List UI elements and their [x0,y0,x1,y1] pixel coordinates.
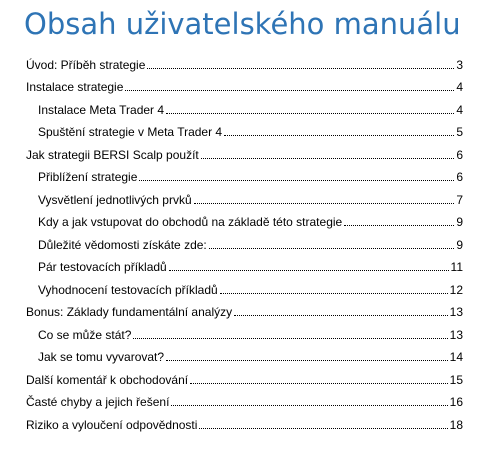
toc-entry[interactable] [0,75,499,98]
toc-entry-label: Vyhodnocení testovacích příkladů [38,282,218,297]
toc-leader-dots [344,225,454,226]
toc-leader-dots [199,428,447,429]
toc-entry[interactable] [0,277,499,300]
toc-leader-dots [169,270,449,271]
toc-entry-label: Jak strategii BERSI Scalp použít [26,147,199,162]
toc-entry-label: Pár testovacích příkladů [38,260,167,274]
toc-entry-page: 13 [449,327,463,342]
toc-entry-page: 9 [456,237,463,252]
toc-entry-page: 5 [456,125,463,139]
toc-entry[interactable] [0,165,499,188]
toc-entry-label: Riziko a vyloučení odpovědnosti [26,417,198,432]
toc-leader-dots [220,293,448,294]
toc-entry-label: Úvod: Příběh strategie [26,57,146,72]
toc-leader-dots [209,248,455,249]
toc-entry-page: 14 [449,350,463,364]
toc-leader-dots [133,338,447,339]
toc-leader-dots [224,135,454,136]
toc-entry[interactable] [0,210,499,233]
toc-entry-page: 12 [449,282,463,297]
toc-entry-page: 3 [456,57,463,72]
toc-entry-page: 4 [456,80,463,94]
toc-leader-dots [166,360,448,361]
toc-entry[interactable] [0,322,499,345]
toc-entry-label: Spuštění strategie v Meta Trader 4 [38,125,223,139]
toc-entry-label: Kdy a jak vstupovat do obchodů na základě této strategie [38,215,343,229]
toc-leader-dots [147,68,454,69]
toc-entry-label: Instalace strategie [26,80,124,94]
toc-leader-dots [234,315,448,316]
toc-entry-page: 18 [449,417,463,432]
toc-entry-label: Bonus: Základy fundamentální analýzy [26,305,233,319]
toc-title: Obsah uživatelského manuálu [24,7,461,41]
toc-entry-label: Vysvětlení jednotlivých prvků [38,192,192,207]
toc-leader-dots [194,203,455,204]
toc-entry-page: 13 [449,305,463,319]
toc-entry[interactable] [0,300,499,323]
toc-entry[interactable] [0,367,499,390]
toc-leader-dots [166,113,454,114]
toc-entry[interactable] [0,412,499,435]
toc-entry[interactable] [0,232,499,255]
toc-entry-label: Co se může stát? [38,327,132,342]
toc-leader-dots [171,405,447,406]
toc-entry-page: 11 [450,260,463,274]
toc-entry-label: Další komentář k obchodování [26,372,189,387]
toc-list [0,52,499,435]
toc-entry[interactable] [0,345,499,368]
toc-entry-page: 7 [456,192,463,207]
toc-entry-page: 6 [456,147,463,162]
toc-entry[interactable] [0,390,499,413]
toc-entry-label: Časté chyby a jejich řešení [26,395,170,409]
toc-entry-page: 9 [456,215,463,229]
toc-entry[interactable] [0,52,499,75]
toc-entry[interactable] [0,255,499,278]
toc-leader-dots [190,383,448,384]
toc-entry-label: Přiblížení strategie [38,170,138,184]
toc-entry[interactable] [0,187,499,210]
toc-entry-label: Důležité vědomosti získáte zde: [38,237,207,252]
toc-entry[interactable] [0,120,499,143]
toc-entry-page: 16 [449,395,463,409]
toc-entry-page: 6 [456,170,463,184]
toc-leader-dots [201,158,455,159]
toc-entry[interactable] [0,142,499,165]
toc-entry-label: Jak se tomu vyvarovat? [38,350,165,364]
toc-entry-page: 4 [456,102,463,117]
toc-entry-label: Instalace Meta Trader 4 [38,102,165,117]
toc-entry[interactable] [0,97,499,120]
toc-leader-dots [139,180,454,181]
toc-entry-page: 15 [449,372,463,387]
toc-leader-dots [125,90,454,91]
